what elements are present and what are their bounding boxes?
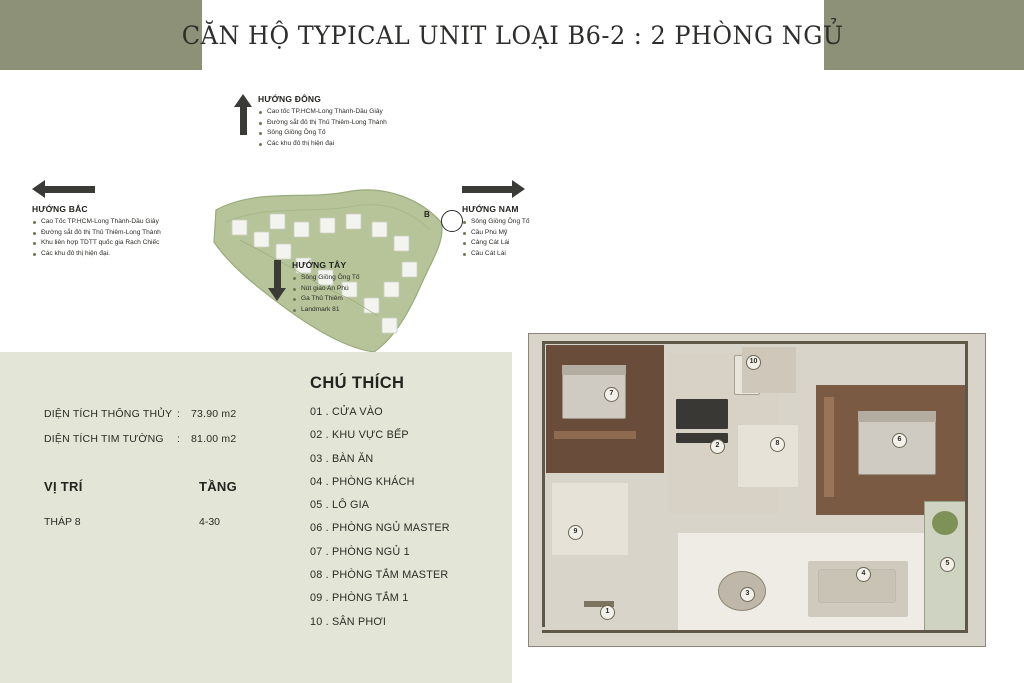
floor-header: TẦNG (199, 479, 238, 494)
direction-west (268, 260, 360, 316)
header-bar (0, 0, 1024, 70)
badge-3: 3 (740, 587, 755, 602)
list-item: Nút giao An Phú (292, 284, 360, 295)
legend-item: 07 . PHÒNG NGỦ 1 (310, 545, 410, 558)
unit-specs (44, 408, 314, 528)
location-value: THÁP 8 (44, 516, 81, 528)
direction-east-title: HƯỚNG ĐÔNG (258, 94, 322, 104)
header-title-band (182, 0, 844, 70)
location-header: VỊ TRÍ (44, 479, 83, 494)
direction-east-list (258, 107, 387, 150)
spec-value: 73.90 m2 (191, 408, 237, 420)
legend-title: CHÚ THÍCH (310, 374, 405, 392)
direction-north-list (32, 217, 161, 260)
spec-colon: : (177, 408, 181, 420)
spec-label: DIỆN TÍCH THÔNG THỦY (44, 408, 173, 420)
list-item: Sông Giồng Ông Tố (292, 273, 360, 284)
legend-item: 10 . SÂN PHƠI (310, 615, 387, 628)
list-item: Cao Tốc TP.HCM-Long Thành-Dầu Giây (32, 217, 161, 228)
badge-5: 5 (940, 557, 955, 572)
legend-item: 08 . PHÒNG TẮM MASTER (310, 569, 449, 582)
badge-2: 2 (710, 439, 725, 454)
legend-item: 03 . BÀN ĂN (310, 452, 374, 465)
wardrobe-bedroom-1 (554, 431, 636, 439)
list-item: Ga Thủ Thiêm (292, 294, 360, 305)
room-bathroom-master (738, 425, 798, 487)
legend-item: 09 . PHÒNG TẮM 1 (310, 592, 409, 605)
direction-south-title: HƯỚNG NAM (462, 204, 519, 214)
direction-north (32, 180, 161, 260)
list-item: Cao tốc TP.HCM-Long Thành-Dầu Giây (258, 107, 387, 118)
badge-1: 1 (600, 605, 615, 620)
arrow-left-icon (32, 180, 161, 198)
list-item: Sông Giồng Ông Tố (462, 217, 530, 228)
direction-north-title: HƯỚNG BẮC (32, 204, 88, 214)
spec-row (44, 433, 314, 445)
kitchen-counter (676, 399, 728, 429)
spec-label: DIỆN TÍCH TIM TƯỜNG (44, 433, 164, 445)
direction-west-list (292, 273, 360, 316)
page-title: CĂN HỘ TYPICAL UNIT LOẠI B6-2 : 2 PHÒNG NGỦ (182, 20, 844, 50)
legend-item: 06 . PHÒNG NGỦ MASTER (310, 522, 450, 535)
floor-plan (528, 333, 984, 645)
badge-8: 8 (770, 437, 785, 452)
spec-row (44, 408, 314, 420)
list-item: Đường sắt đô thị Thủ Thiêm-Long Thành (258, 118, 387, 129)
direction-west-title: HƯỚNG TÂY (292, 260, 347, 270)
block-marker-label: B (424, 210, 430, 219)
direction-south-list (462, 217, 530, 260)
arrow-down-icon (268, 260, 286, 316)
location-floor-values (44, 516, 314, 528)
loggia-plant (932, 511, 958, 535)
badge-10: 10 (746, 355, 761, 370)
badge-6: 6 (892, 433, 907, 448)
legend-item: 01 . CỬA VÀO (310, 406, 383, 418)
room-laundry (742, 347, 796, 393)
wall-left (542, 341, 545, 627)
location-floor-headers (44, 479, 314, 494)
location-map-section (0, 70, 1024, 352)
list-item: Cầu Cát Lái (462, 249, 530, 260)
block-marker-circle (441, 210, 463, 232)
list-item: Cảng Cát Lái (462, 238, 530, 249)
legend (310, 374, 510, 640)
list-item: Sông Giồng Ông Tố (258, 128, 387, 139)
room-bathroom-1 (552, 483, 628, 555)
direction-south (462, 180, 530, 260)
spec-colon: : (177, 433, 181, 445)
wall-bottom (542, 630, 968, 633)
list-item: Các khu đô thị hiện đại. (32, 249, 161, 260)
wall-top (542, 341, 968, 344)
list-item: Cầu Phú Mỹ (462, 228, 530, 239)
list-item: Các khu đô thị hiện đại (258, 139, 387, 150)
badge-7: 7 (604, 387, 619, 402)
legend-item: 05 . LÔ GIA (310, 499, 370, 512)
spec-value: 81.00 m2 (191, 433, 237, 445)
arrow-up-icon (234, 94, 252, 150)
direction-east (234, 94, 387, 150)
arrow-right-icon (462, 180, 530, 198)
badge-9: 9 (568, 525, 583, 540)
wardrobe-master (824, 397, 834, 497)
badge-4: 4 (856, 567, 871, 582)
wall-right (965, 341, 968, 633)
legend-item: 02 . KHU VỰC BẾP (310, 429, 409, 442)
list-item: Landmark 81 (292, 305, 360, 316)
list-item: Khu liên hợp TDTT quốc gia Rạch Chiếc (32, 238, 161, 249)
legend-item: 04 . PHÒNG KHÁCH (310, 475, 415, 488)
list-item: Đường sắt đô thị Thủ Thiêm-Long Thành (32, 228, 161, 239)
floor-value: 4-30 (199, 516, 221, 528)
